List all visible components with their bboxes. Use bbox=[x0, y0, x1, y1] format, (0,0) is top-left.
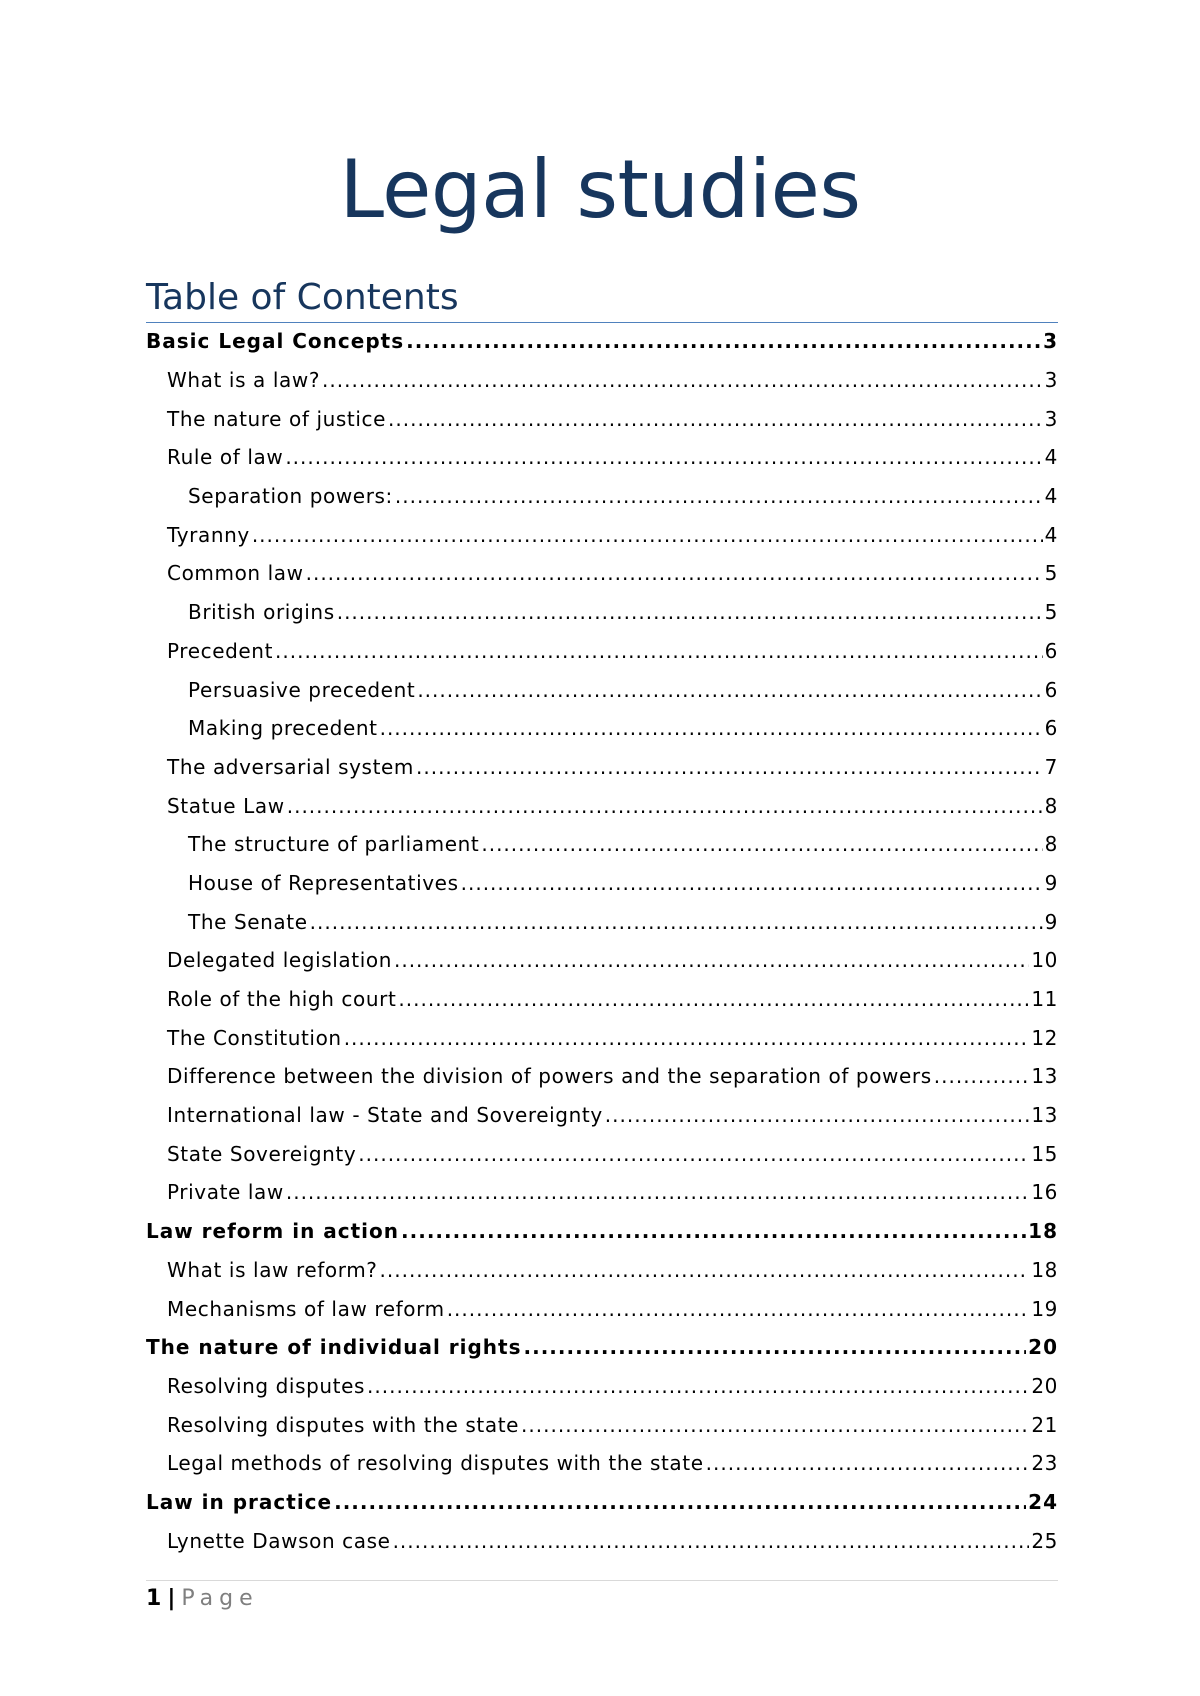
toc-entry-page: 21 bbox=[1031, 1412, 1058, 1437]
footer-separator: | bbox=[167, 1586, 176, 1611]
toc-entry-page: 4 bbox=[1044, 445, 1058, 470]
toc-entry[interactable] bbox=[146, 1521, 1058, 1560]
toc-entry-page: 9 bbox=[1044, 909, 1058, 934]
toc-entry[interactable] bbox=[146, 786, 1058, 825]
toc-entry-label: Separation powers: bbox=[188, 484, 393, 509]
toc-entry-page: 6 bbox=[1044, 638, 1058, 663]
toc-entry-page: 18 bbox=[1031, 1257, 1058, 1282]
toc-entry-page: 6 bbox=[1044, 716, 1058, 741]
toc-entry[interactable] bbox=[146, 864, 1058, 903]
footer-page-word: Page bbox=[181, 1586, 259, 1611]
toc-dot-leader bbox=[934, 1064, 1030, 1088]
toc-entry-label: Rule of law bbox=[167, 445, 284, 470]
toc-dot-leader bbox=[481, 832, 1042, 856]
toc-entry-page: 20 bbox=[1028, 1335, 1058, 1360]
toc-dot-leader bbox=[388, 407, 1043, 431]
toc-entry-page: 3 bbox=[1043, 329, 1058, 354]
toc-entry-label: What is law reform? bbox=[167, 1257, 378, 1282]
toc-entry-label: The nature of individual rights bbox=[146, 1335, 522, 1360]
toc-dot-leader bbox=[306, 561, 1043, 585]
toc-dot-leader bbox=[287, 794, 1043, 818]
toc-entry[interactable] bbox=[146, 825, 1058, 864]
toc-entry-page: 16 bbox=[1031, 1180, 1058, 1205]
toc-entry[interactable] bbox=[146, 361, 1058, 400]
toc-entry[interactable] bbox=[146, 980, 1058, 1019]
toc-entry-label: The nature of justice bbox=[167, 406, 387, 431]
toc-dot-leader bbox=[398, 987, 1029, 1011]
toc-entry[interactable] bbox=[146, 670, 1058, 709]
toc-entry[interactable] bbox=[146, 322, 1058, 361]
toc-entry[interactable] bbox=[146, 902, 1058, 941]
toc-entry-label: International law - State and Sovereignty bbox=[167, 1103, 603, 1128]
toc-entry[interactable] bbox=[146, 1212, 1058, 1251]
toc-entry[interactable] bbox=[146, 1018, 1058, 1057]
toc-entry-page: 18 bbox=[1028, 1219, 1058, 1244]
toc-entry-label: What is a law? bbox=[167, 368, 321, 393]
toc-entry-page: 20 bbox=[1031, 1373, 1058, 1398]
table-of-contents bbox=[146, 322, 1058, 1560]
toc-entry-label: Persuasive precedent bbox=[188, 677, 416, 702]
toc-dot-leader bbox=[337, 600, 1043, 624]
toc-entry-label: Private law bbox=[167, 1180, 284, 1205]
toc-entry-page: 8 bbox=[1044, 793, 1058, 818]
toc-entry[interactable] bbox=[146, 1251, 1058, 1290]
toc-entry-label: Delegated legislation bbox=[167, 948, 392, 973]
toc-entry-page: 5 bbox=[1044, 561, 1058, 586]
toc-entry-label: Tyranny bbox=[167, 522, 250, 547]
toc-dot-leader bbox=[461, 871, 1043, 895]
toc-entry-label: House of Representatives bbox=[188, 870, 459, 895]
toc-entry[interactable] bbox=[146, 477, 1058, 516]
toc-dot-leader bbox=[605, 1103, 1030, 1127]
toc-entry[interactable] bbox=[146, 748, 1058, 787]
toc-dot-leader bbox=[367, 1374, 1029, 1398]
toc-entry[interactable] bbox=[146, 709, 1058, 748]
toc-entry-label: Resolving disputes with the state bbox=[167, 1412, 520, 1437]
toc-entry-page: 3 bbox=[1044, 406, 1058, 431]
toc-entry-label: Role of the high court bbox=[167, 987, 397, 1012]
toc-dot-leader bbox=[310, 910, 1043, 934]
document-title: Legal studies bbox=[339, 143, 861, 236]
toc-entry-page: 11 bbox=[1031, 987, 1058, 1012]
toc-entry-label: Difference between the division of powers and the separation of powers bbox=[167, 1064, 932, 1089]
toc-entry[interactable] bbox=[146, 593, 1058, 632]
toc-entry-label: The Constitution bbox=[167, 1025, 342, 1050]
toc-entry[interactable] bbox=[146, 1134, 1058, 1173]
toc-entry-label: Common law bbox=[167, 561, 304, 586]
toc-entry-label: Statue Law bbox=[167, 793, 285, 818]
toc-dot-leader bbox=[286, 1180, 1029, 1204]
toc-dot-leader bbox=[334, 1490, 1026, 1514]
toc-dot-leader bbox=[706, 1451, 1030, 1475]
footer-divider bbox=[146, 1580, 1058, 1581]
toc-entry-page: 13 bbox=[1031, 1103, 1058, 1128]
toc-entry-page: 4 bbox=[1044, 522, 1058, 547]
toc-entry-page: 25 bbox=[1031, 1528, 1058, 1553]
toc-dot-leader bbox=[285, 445, 1042, 469]
toc-dot-leader bbox=[524, 1335, 1027, 1359]
toc-entry-page: 13 bbox=[1031, 1064, 1058, 1089]
toc-entry-label: Resolving disputes bbox=[167, 1373, 366, 1398]
toc-dot-leader bbox=[406, 329, 1041, 353]
toc-entry-label: Lynette Dawson case bbox=[167, 1528, 391, 1553]
toc-dot-leader bbox=[344, 1026, 1030, 1050]
toc-entry-page: 10 bbox=[1031, 948, 1058, 973]
toc-entry[interactable] bbox=[146, 515, 1058, 554]
toc-entry[interactable] bbox=[146, 554, 1058, 593]
toc-entry[interactable] bbox=[146, 941, 1058, 980]
toc-entry-label: Mechanisms of law reform bbox=[167, 1296, 445, 1321]
toc-dot-leader bbox=[380, 716, 1043, 740]
toc-dot-leader bbox=[417, 678, 1042, 702]
toc-dot-leader bbox=[416, 755, 1043, 779]
toc-entry-page: 24 bbox=[1028, 1489, 1058, 1514]
toc-entry-page: 19 bbox=[1031, 1296, 1058, 1321]
toc-dot-leader bbox=[393, 1529, 1030, 1553]
toc-dot-leader bbox=[395, 484, 1043, 508]
footer-page-number: 1 bbox=[146, 1586, 162, 1611]
toc-dot-leader bbox=[394, 948, 1029, 972]
toc-dot-leader bbox=[521, 1413, 1029, 1437]
toc-entry-page: 9 bbox=[1044, 870, 1058, 895]
toc-entry-label: The structure of parliament bbox=[188, 832, 480, 857]
toc-entry[interactable] bbox=[146, 1483, 1058, 1522]
toc-entry-label: British origins bbox=[188, 600, 335, 625]
toc-dot-leader bbox=[447, 1297, 1030, 1321]
toc-entry-label: Law reform in action bbox=[146, 1219, 400, 1244]
page-footer bbox=[146, 1584, 259, 1614]
toc-entry-page: 7 bbox=[1044, 754, 1058, 779]
toc-entry[interactable] bbox=[146, 1367, 1058, 1406]
toc-entry-page: 5 bbox=[1044, 600, 1058, 625]
toc-entry[interactable] bbox=[146, 1289, 1058, 1328]
toc-entry-label: State Sovereignty bbox=[167, 1141, 357, 1166]
toc-entry[interactable] bbox=[146, 1328, 1058, 1367]
toc-entry-label: Precedent bbox=[167, 638, 274, 663]
toc-entry[interactable] bbox=[146, 438, 1058, 477]
toc-entry-label: Making precedent bbox=[188, 716, 378, 741]
toc-dot-leader bbox=[275, 639, 1043, 663]
toc-dot-leader bbox=[401, 1219, 1026, 1243]
toc-entry[interactable] bbox=[146, 1173, 1058, 1212]
toc-entry-page: 8 bbox=[1044, 832, 1058, 857]
toc-entry[interactable] bbox=[146, 1096, 1058, 1135]
toc-dot-leader bbox=[358, 1142, 1029, 1166]
toc-entry-page: 3 bbox=[1044, 368, 1058, 393]
toc-entry-label: The Senate bbox=[188, 909, 308, 934]
toc-entry[interactable] bbox=[146, 1405, 1058, 1444]
toc-heading: Table of Contents bbox=[146, 276, 1058, 323]
toc-dot-leader bbox=[252, 523, 1043, 547]
toc-entry-page: 12 bbox=[1031, 1025, 1058, 1050]
toc-entry-page: 15 bbox=[1031, 1141, 1058, 1166]
toc-entry-label: Basic Legal Concepts bbox=[146, 329, 405, 354]
toc-entry[interactable] bbox=[146, 632, 1058, 671]
toc-dot-leader bbox=[322, 368, 1043, 392]
toc-entry-page: 4 bbox=[1044, 484, 1058, 509]
toc-dot-leader bbox=[380, 1258, 1030, 1282]
toc-entry[interactable] bbox=[146, 399, 1058, 438]
toc-entry[interactable] bbox=[146, 1444, 1058, 1483]
toc-entry-page: 23 bbox=[1031, 1451, 1058, 1476]
toc-entry-page: 6 bbox=[1044, 677, 1058, 702]
toc-entry-label: Legal methods of resolving disputes with the state bbox=[167, 1451, 704, 1476]
toc-entry[interactable] bbox=[146, 1057, 1058, 1096]
toc-entry-label: Law in practice bbox=[146, 1489, 333, 1514]
toc-entry-label: The adversarial system bbox=[167, 754, 414, 779]
